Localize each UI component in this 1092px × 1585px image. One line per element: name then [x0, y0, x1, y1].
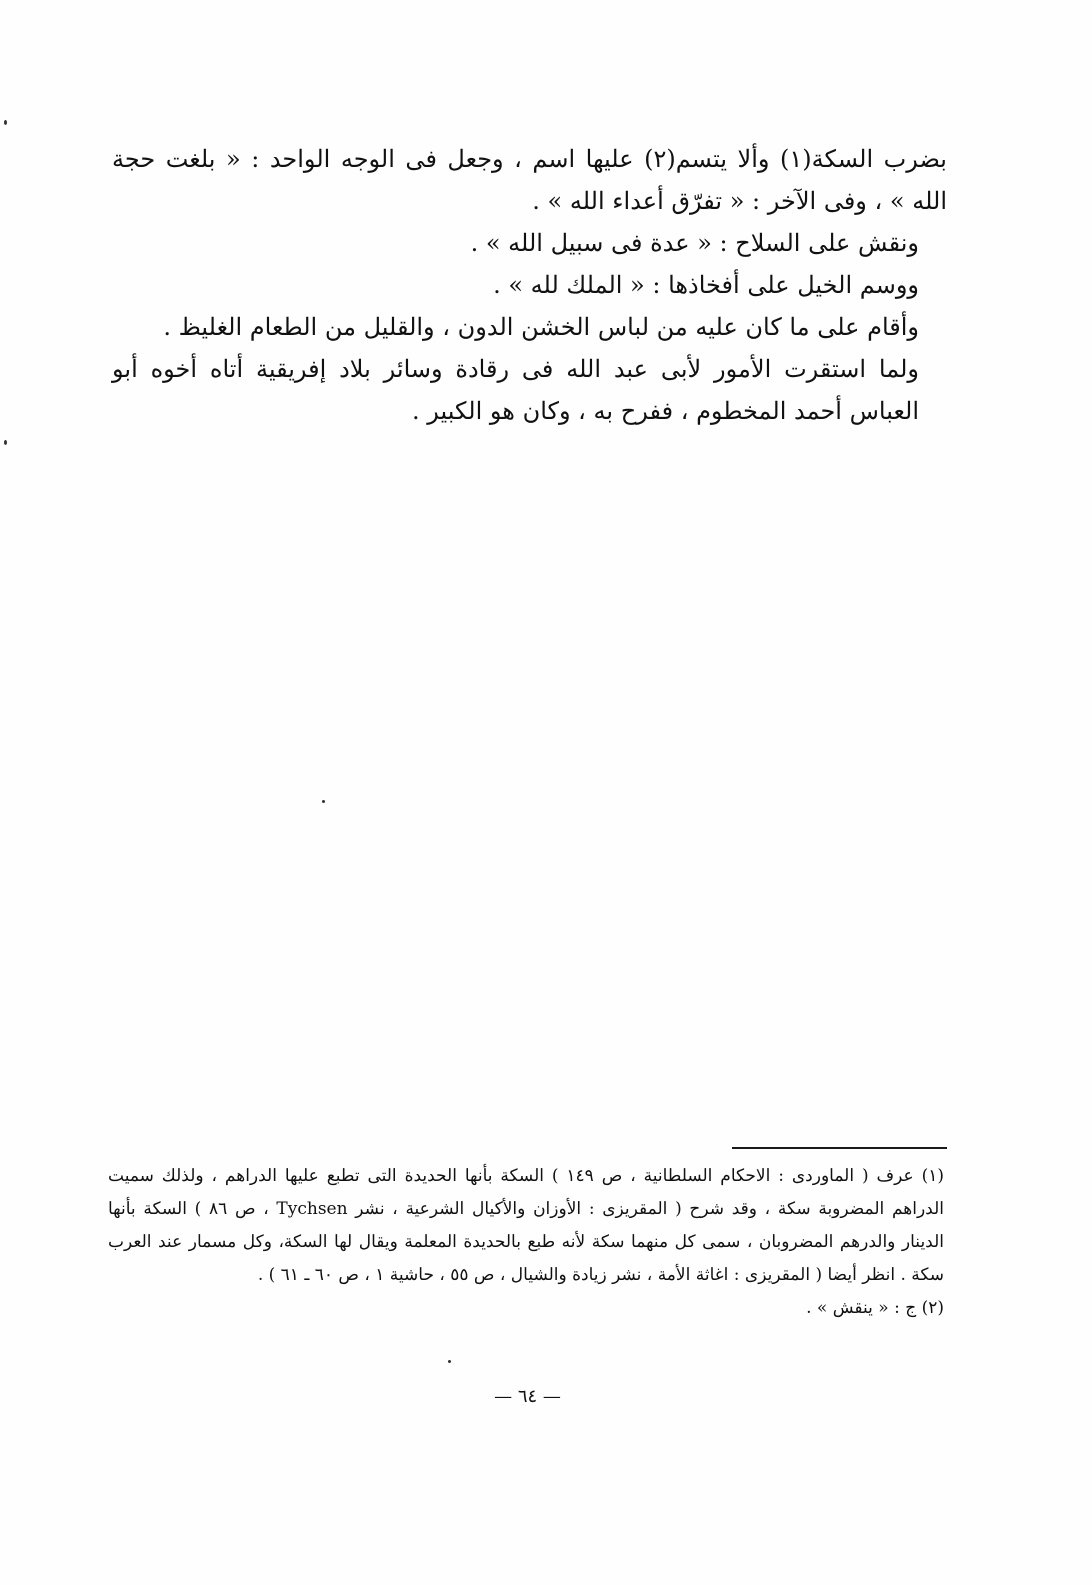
paragraph-4: وأقام على ما كان عليه من لباس الخشن الدون ، والقليل من الطعام الغليظ .: [163, 313, 919, 341]
footnotes: [108, 1160, 948, 1325]
footnote-1: (١) عرف ( الماوردى : الاحكام السلطانية ، ص ١٤٩ ) السكة بأنها الحديدة التى تطبع عليها الدراهم ، ولذلك سميت الدراهم المضروبة سكة ، وقد شرح ( المقريزى : الأوزان والأكيال الشرعية ، نشر Tychsen ، ص ٨٦ ) السكة بأنها الدينار والدرهم المضروبان ، سمى كل منهما سكة لأنه طبع بالحديدة المعلمة ويقال لها السكة، وكل مسمار عند العرب سكة . انظر أيضا ( المقريزى : اغاثة الأمة ، نشر زيادة والشيال ، ص ٥٥ ، حاشية ١ ، ص ٦٠ ـ ٦١ ) .: [108, 1166, 944, 1285]
footnote-divider: [732, 1147, 947, 1149]
paragraph-1: بضرب السكة(١) وألا يتسم(٢) عليها اسم ، وجعل فى الوجه الواحد : « بلغت حجة الله » ، وفى الآخر : « تفرّق أعداء الله » .: [112, 145, 947, 215]
paragraph-5: ولما استقرت الأمور لأبى عبد الله فى رقادة وسائر بلاد إفريقية أتاه أخوه أبو العباس أحمد المخطوم ، ففرح به ، وكان هو الكبير .: [112, 355, 919, 425]
paragraph-2: ونقش على السلاح : « عدة فى سبيل الله » .: [470, 229, 919, 257]
page-number: — ٦٤ —: [494, 1386, 561, 1407]
scan-speck: [4, 440, 7, 445]
scan-speck: [448, 1360, 451, 1363]
paragraph-3: ووسم الخيل على أفخاذها : « الملك لله » .: [493, 271, 919, 299]
main-text-body: [112, 138, 947, 432]
scan-speck: [4, 120, 7, 125]
scan-speck: [322, 800, 325, 803]
footnote-2: (٢) ج : « ينقش » .: [806, 1298, 944, 1318]
